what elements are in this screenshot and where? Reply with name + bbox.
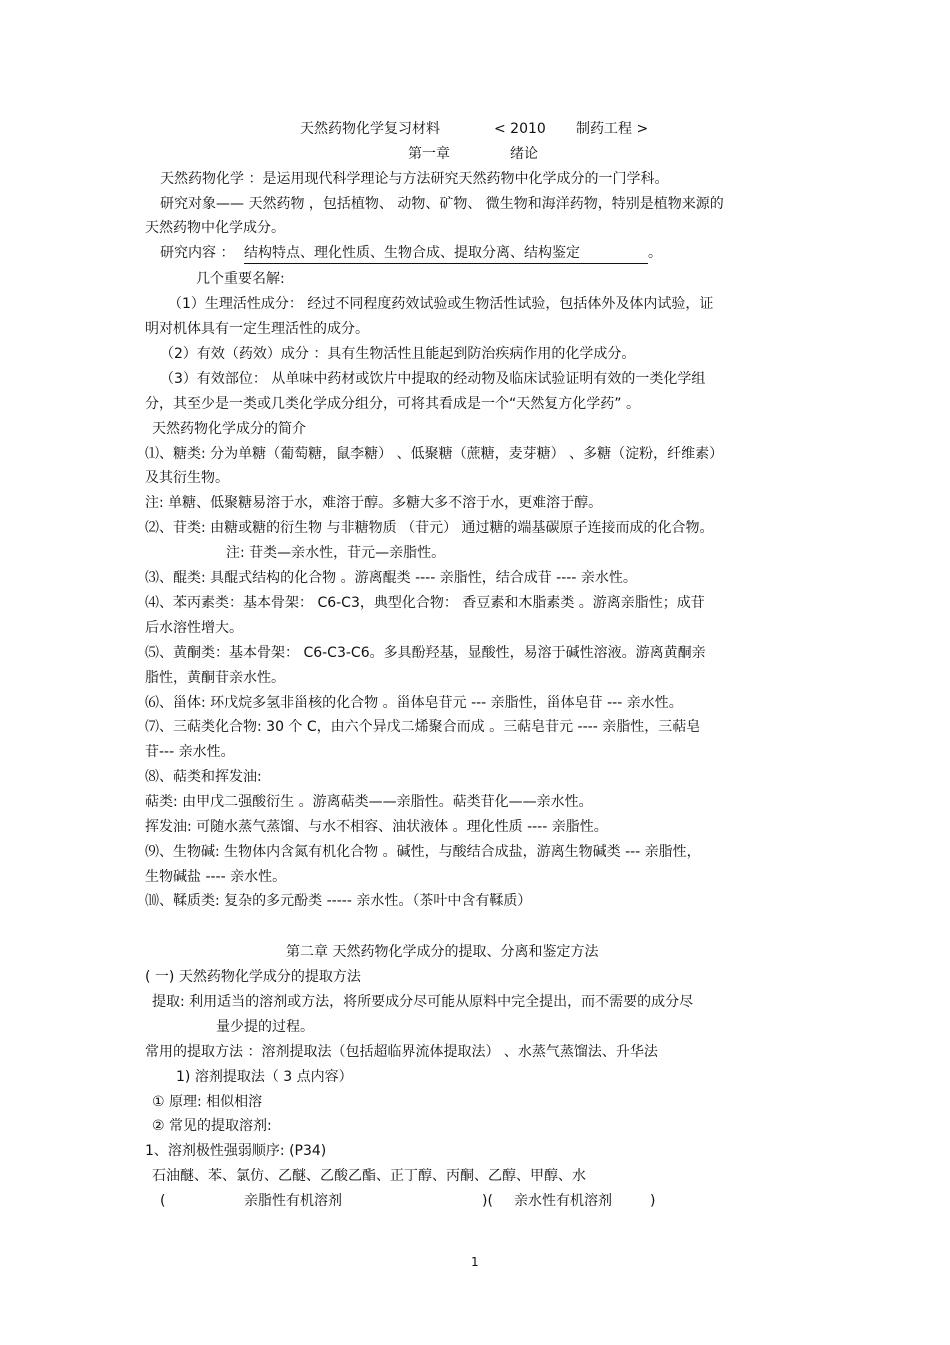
doc-title: 天然药物化学复习材料 xyxy=(300,121,440,137)
section8-line: ⑻、萜类和挥发油: xyxy=(145,769,262,785)
object-line-2: 天然药物中化学成分。 xyxy=(145,220,285,236)
hydrophilic-label: 亲水性有机溶剂 xyxy=(514,1193,612,1209)
section9-line-2: 生物碱盐 ---- 亲水性。 xyxy=(145,869,287,885)
chapter1-title: 绪论 xyxy=(510,146,538,162)
section10-line: ⑽、鞣质类: 复杂的多元酚类 ----- 亲水性。（茶叶中含有鞣质） xyxy=(145,893,532,909)
paren-pair: )( xyxy=(482,1193,493,1209)
paren-close-2: ) xyxy=(650,1193,656,1209)
solvent-list: 石油醚、苯、氯仿、乙醚、乙酸乙酯、正丁醇、丙酮、乙醇、甲醇、水 xyxy=(152,1168,586,1184)
object-line-1: 研究对象—— 天然药物 ，包括植物、 动物、矿物、 微生物和海洋药物，特别是植物来源的 xyxy=(160,196,724,212)
section1-line-2: 及其衍生物。 xyxy=(145,470,229,486)
term2-line: （2）有效（药效）成分 ：具有生物活性且能起到防治疾病作用的化学成分。 xyxy=(160,346,636,362)
paren-open-1: ( xyxy=(160,1193,166,1209)
extract-methods-line: 常用的提取方法 ：溶剂提取法（包括超临界流体提取法） 、水蒸气蒸馏法、升华法 xyxy=(145,1044,658,1060)
section9-line-1: ⑼、生物碱: 生物体内含氮有机化合物 。碱性，与酸结合成盐，游离生物碱类 --- 亲脂性， xyxy=(145,844,701,860)
section8-volatile-oil: 挥发油: 可随水蒸气蒸馏、与水不相容、油状液体 。理化性质 ---- 亲脂性。 xyxy=(145,819,608,835)
term1-line-2: 明对机体具有一定生理活性的成分。 xyxy=(145,321,369,337)
terms-heading: 几个重要名解: xyxy=(196,271,285,287)
section4-line-1: ⑷、苯丙素类：基本骨架： C6-C3，典型化合物： 香豆素和木脂素类 。游离亲脂性；成苷 xyxy=(145,595,705,611)
term3-line-1: （3）有效部位： 从单味中药材或饮片中提取的经动物及临床试验证明有效的一类化学组 xyxy=(160,371,706,387)
section5-line-1: ⑸、黄酮类：基本骨架： C6-C3-C6。多具酚羟基，显酸性，易溶于碱性溶液。游离黄酮亲 xyxy=(145,645,706,661)
section4-line-2: 后水溶性增大。 xyxy=(145,620,243,636)
lipophilic-label: 亲脂性有机溶剂 xyxy=(244,1193,342,1209)
chapter2-title: 第二章 天然药物化学成分的提取、分离和鉴定方法 xyxy=(286,944,599,960)
content-value-underlined: 结构特点、理化性质、生物合成、提取分离、结构鉴定 xyxy=(244,244,648,264)
section5-line-2: 脂性，黄酮苷亲水性。 xyxy=(145,670,285,686)
extract-def-line-2: 量少提的过程。 xyxy=(216,1019,314,1035)
extract-def-line-1: 提取: 利用适当的溶剂或方法，将所要成分尽可能从原料中完全提出，而不需要的成分尽 xyxy=(152,994,694,1010)
content-end: 。 xyxy=(648,245,662,261)
section2-line: ⑵、苷类: 由糖或糖的衍生物 与非糖物质 （苷元） 通过糖的端基碳原子连接而成的化合物。 xyxy=(145,520,714,536)
section2-note: 注: 苷类—亲水性，苷元—亲脂性。 xyxy=(226,545,446,561)
term1-line-1: （1）生理活性成分： 经过不同程度药效试验或生物活性试验，包括体外及体内试验，证 xyxy=(168,296,714,312)
polarity-order-line: 1、溶剂极性强弱顺序: (P34) xyxy=(145,1143,327,1159)
section7-line-2: 苷--- 亲水性。 xyxy=(145,744,235,760)
principle-line: ① 原理: 相似相溶 xyxy=(152,1094,263,1110)
doc-course: 制药工程 > xyxy=(576,121,649,137)
page-number: 1 xyxy=(471,1255,479,1269)
section8-terpene: 萜类: 由甲戊二强酸衍生 。游离萜类——亲脂性。萜类苷化——亲水性。 xyxy=(145,794,593,810)
section1-note: 注: 单糖、低聚糖易溶于水，难溶于醇。多糖大多不溶于水，更难溶于醇。 xyxy=(145,495,603,511)
doc-year: < 2010 xyxy=(494,121,546,137)
chapter1-number: 第一章 xyxy=(408,146,450,162)
term3-line-2: 分，其至少是一类或几类化学成分组分，可将其看成是一个“天然复方化学药” 。 xyxy=(145,396,640,412)
section6-line: ⑹、甾体: 环戊烷多氢非甾核的化合物 。甾体皂苷元 --- 亲脂性，甾体皂苷 --- 亲水性。 xyxy=(145,695,683,711)
section7-line-1: ⑺、三萜类化合物: 30 个 C，由六个异戊二烯聚合而成 。三萜皂苷元 ---- 亲脂性，三萜皂 xyxy=(145,719,701,735)
content-value xyxy=(244,244,648,264)
definition-line: 天然药物化学 ：是运用现代科学理论与方法研究天然药物中化学成分的一门学科。 xyxy=(160,171,669,187)
section3-line: ⑶、醌类: 具醌式结构的化合物 。游离醌类 ---- 亲脂性，结合成苷 ---- 亲水性。 xyxy=(145,570,637,586)
common-solvents-line: ② 常见的提取溶剂: xyxy=(152,1118,272,1134)
solvent-method-heading: 1) 溶剂提取法（ 3 点内容） xyxy=(176,1069,353,1085)
intro-heading: 天然药物化学成分的简介 xyxy=(152,421,306,437)
section1-line-1: ⑴、糖类: 分为单糖（葡萄糖，鼠李糖） 、低聚糖（蔗糖，麦芽糖） 、多糖（淀粉，纤维素） xyxy=(145,446,724,462)
chapter2-section1: ( 一) 天然药物化学成分的提取方法 xyxy=(145,969,361,985)
content-label: 研究内容 ： xyxy=(160,245,235,261)
